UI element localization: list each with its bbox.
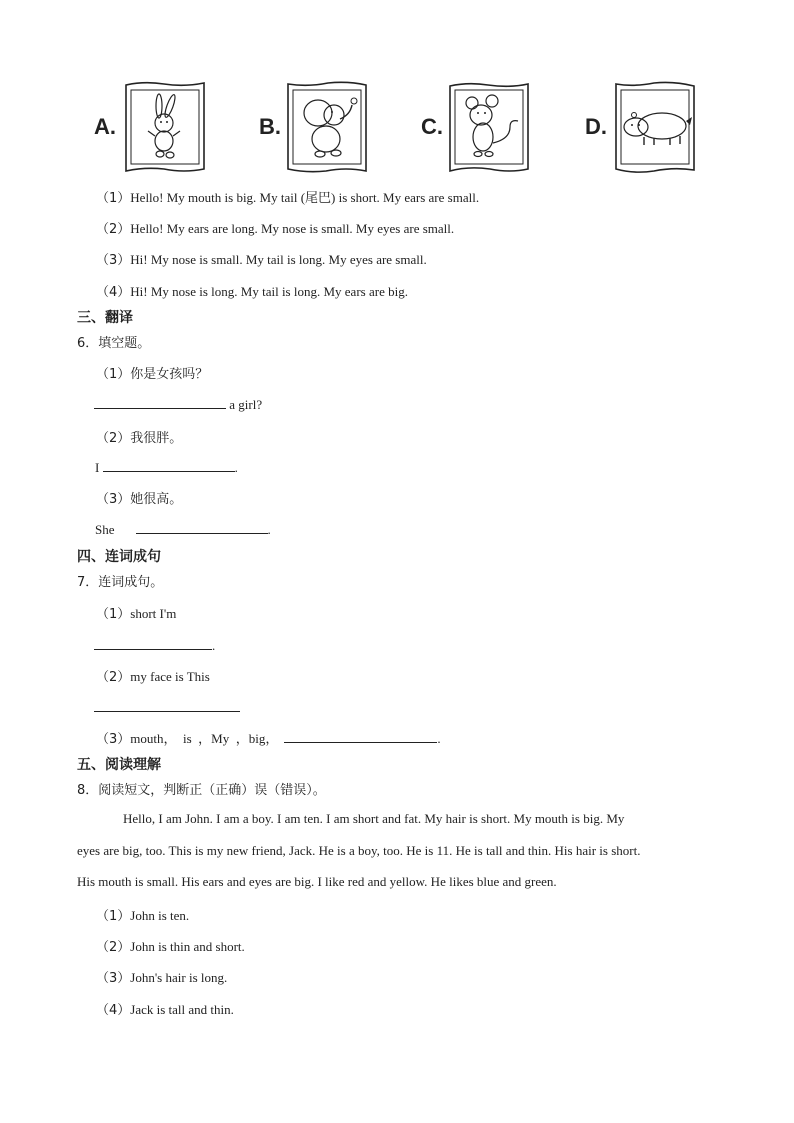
answer-blank[interactable]	[94, 636, 212, 650]
q5-statement-4: （4）Hi! My nose is long. My tail is long. My ears are big.	[96, 284, 408, 300]
q7-item-1-answer: .	[94, 636, 215, 654]
q6-item-1-prompt: （1）你是女孩吗？	[96, 367, 209, 382]
q8-item-3: （3）John's hair is long.	[96, 970, 228, 986]
q7-stem: 7．连词成句。	[77, 575, 164, 590]
option-letter-c: C.	[421, 114, 443, 139]
q8-item-2: （2）John is thin and short.	[96, 939, 245, 955]
q5-statement-2: （2）Hello! My ears are long. My nose is small. My eyes are small.	[96, 221, 455, 237]
section-heading-word-order: 四、连词成句	[77, 549, 161, 565]
passage-line-2: eyes are big, too. This is my new friend, Jack. He is a boy, too. He is 11. He is tall and thin. His hair is short.	[77, 843, 641, 858]
rabbit-picture	[124, 81, 206, 173]
option-letter-d: D.	[585, 114, 607, 139]
q7-item-2-answer	[94, 698, 240, 716]
option-letter-b: B.	[259, 114, 281, 139]
q8-stem: 8．阅读短文，判断正（正确）误（错误）。	[77, 783, 326, 798]
answer-blank[interactable]	[284, 729, 437, 743]
q5-statement-3: （3）Hi! My nose is small. My tail is long. My eyes are small.	[96, 252, 427, 268]
passage-line-1: Hello, I am John. I am a boy. I am ten. I am short and fat. My hair is short. My mouth is big. My	[123, 811, 625, 826]
passage-line-3: His mouth is small. His ears and eyes are big. I like red and yellow. He likes blue and green.	[77, 874, 557, 889]
q6-stem: 6．填空题。	[77, 336, 151, 351]
q6-item-1-answer: a girl?	[94, 395, 262, 413]
answer-blank[interactable]	[136, 520, 268, 534]
q7-item-2: （2）my face is This	[96, 669, 210, 685]
hippo-picture	[614, 81, 696, 173]
q7-item-1: （1）short I'm	[96, 606, 177, 622]
answer-blank[interactable]	[94, 698, 240, 712]
q6-item-2-prompt: （2）我很胖。	[96, 431, 183, 446]
q6-item-3-answer: She .	[95, 522, 271, 537]
section-heading-reading: 五、阅读理解	[77, 757, 161, 773]
q6-item-2-answer: I .	[95, 460, 238, 475]
q5-statement-1: （1）Hello! My mouth is big. My tail (尾巴) is short. My ears are small.	[96, 190, 480, 206]
answer-blank[interactable]	[94, 395, 226, 409]
q8-item-4: （4）Jack is tall and thin.	[96, 1002, 234, 1018]
elephant-picture	[286, 81, 368, 173]
section-heading-translation: 三、翻译	[77, 310, 133, 326]
q8-item-1: （1）John is ten.	[96, 908, 190, 924]
option-letter-a: A.	[94, 114, 116, 139]
mouse-picture	[448, 81, 530, 173]
q6-item-3-prompt: （3）她很高。	[96, 492, 183, 507]
q7-item-3: （3）mouth， is ，My ，big， .	[96, 731, 441, 747]
answer-blank[interactable]	[103, 458, 235, 472]
